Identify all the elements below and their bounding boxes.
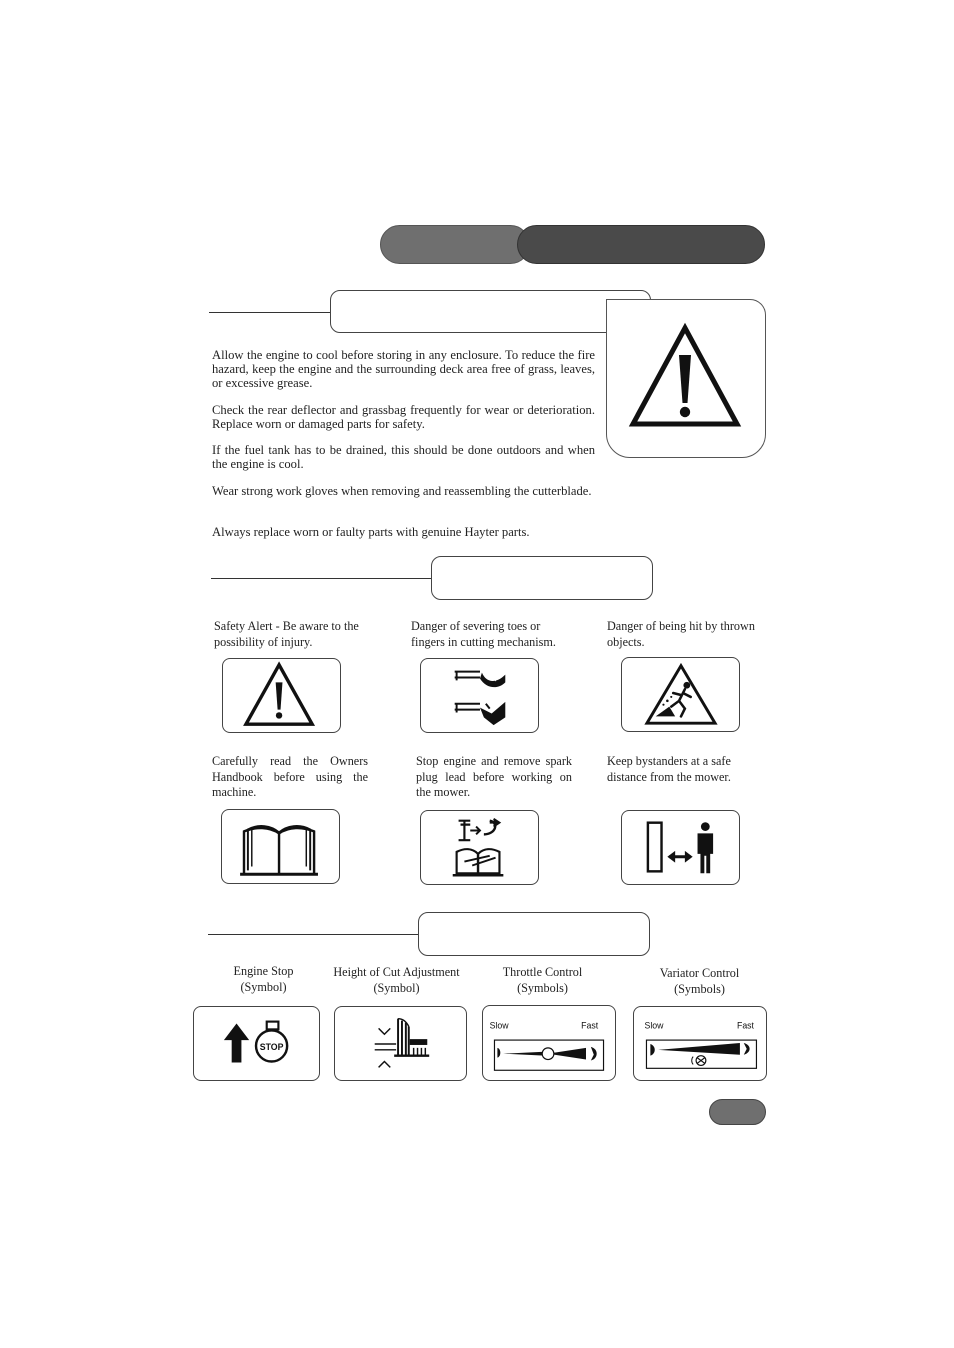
safety-symbol-card-2 — [420, 658, 539, 733]
maintenance-paragraph-5: Always replace worn or faulty parts with genuine Hayter parts. — [212, 525, 530, 539]
safety-caption-4: Carefully read the Owners Handbook before using the machine. — [212, 754, 368, 799]
safety-symbol-card-6 — [621, 810, 740, 885]
control-caption-3 — [472, 965, 613, 996]
warning-triangle-icon — [223, 659, 340, 732]
control-caption-1-line2: (Symbol) — [240, 979, 287, 994]
variator-control-icon — [634, 1007, 766, 1080]
section-heading-box-3 — [418, 912, 650, 956]
throttle-fast-label: Fast — [581, 1020, 599, 1031]
safety-caption-3: Danger of being hit by thrown objects. — [607, 619, 755, 649]
control-symbol-card-2 — [334, 1006, 467, 1081]
variator-fast-label: Fast — [736, 1020, 755, 1031]
severing-hazard-icon — [421, 659, 538, 732]
control-caption-3-line1: Throttle Control — [502, 965, 583, 979]
section-rule-3 — [208, 934, 419, 935]
section-heading-box-2 — [431, 556, 653, 600]
header-tab-left — [380, 225, 530, 264]
warning-panel — [606, 299, 766, 458]
engine-stop-icon — [194, 1007, 319, 1080]
control-caption-4-line2: (Symbols) — [674, 981, 725, 996]
control-symbol-card-4 — [633, 1006, 767, 1081]
safety-symbol-card-5 — [420, 810, 539, 885]
throttle-control-icon — [483, 1006, 615, 1080]
maintenance-paragraph-2: Check the rear deflector and grassbag frequently for wear or deterioration. Replace worn or damaged parts for safety. — [212, 403, 595, 431]
page-number-pill — [709, 1099, 766, 1125]
maintenance-paragraph-1: Allow the engine to cool before storing in any enclosure. To reduce the fire hazard, keep the engine and the surrounding deck area free of grass, leaves, or excessive grease. — [212, 348, 595, 390]
height-of-cut-icon — [335, 1007, 466, 1080]
section-rule-2 — [211, 578, 432, 579]
control-symbol-card-3 — [482, 1005, 616, 1081]
warning-triangle-icon — [607, 300, 765, 457]
thrown-objects-icon — [622, 658, 739, 731]
throttle-slow-label: Slow — [489, 1020, 509, 1031]
control-caption-4-line1: Variator Control — [659, 966, 740, 980]
control-caption-3-line2: (Symbols) — [517, 980, 568, 995]
header-tab-right — [517, 225, 765, 264]
control-symbol-card-1 — [193, 1006, 320, 1081]
control-caption-1-line1: Engine Stop — [233, 964, 294, 978]
safety-caption-1: Safety Alert - Be aware to the possibility of injury. — [214, 619, 359, 649]
safety-symbol-card-3 — [621, 657, 740, 732]
control-caption-2 — [326, 965, 467, 996]
safety-caption-6: Keep bystanders at a safe distance from the mower. — [607, 754, 731, 784]
section-heading-box-1 — [330, 290, 651, 333]
open-book-icon — [222, 810, 339, 883]
maintenance-paragraph-4: Wear strong work gloves when removing and reassembling the cutterblade. — [212, 484, 592, 498]
safety-caption-2: Danger of severing toes or fingers in cutting mechanism. — [411, 619, 556, 649]
spark-plug-manual-icon — [421, 811, 538, 884]
safety-symbol-card-1 — [222, 658, 341, 733]
stop-label: STOP — [259, 1041, 284, 1052]
variator-slow-label: Slow — [644, 1020, 664, 1031]
safety-symbol-card-4 — [221, 809, 340, 884]
bystander-distance-icon — [622, 811, 739, 884]
control-caption-1 — [193, 964, 334, 995]
control-caption-2-line2: (Symbol) — [373, 980, 420, 995]
control-caption-4 — [629, 966, 770, 997]
safety-caption-5: Stop engine and remove spark plug lead before working on the mower. — [416, 754, 572, 799]
control-caption-2-line1: Height of Cut Adjustment — [333, 965, 460, 979]
maintenance-paragraph-3: If the fuel tank has to be drained, this should be done outdoors and when the engine is cool. — [212, 443, 595, 471]
section-rule-1 — [209, 312, 331, 313]
